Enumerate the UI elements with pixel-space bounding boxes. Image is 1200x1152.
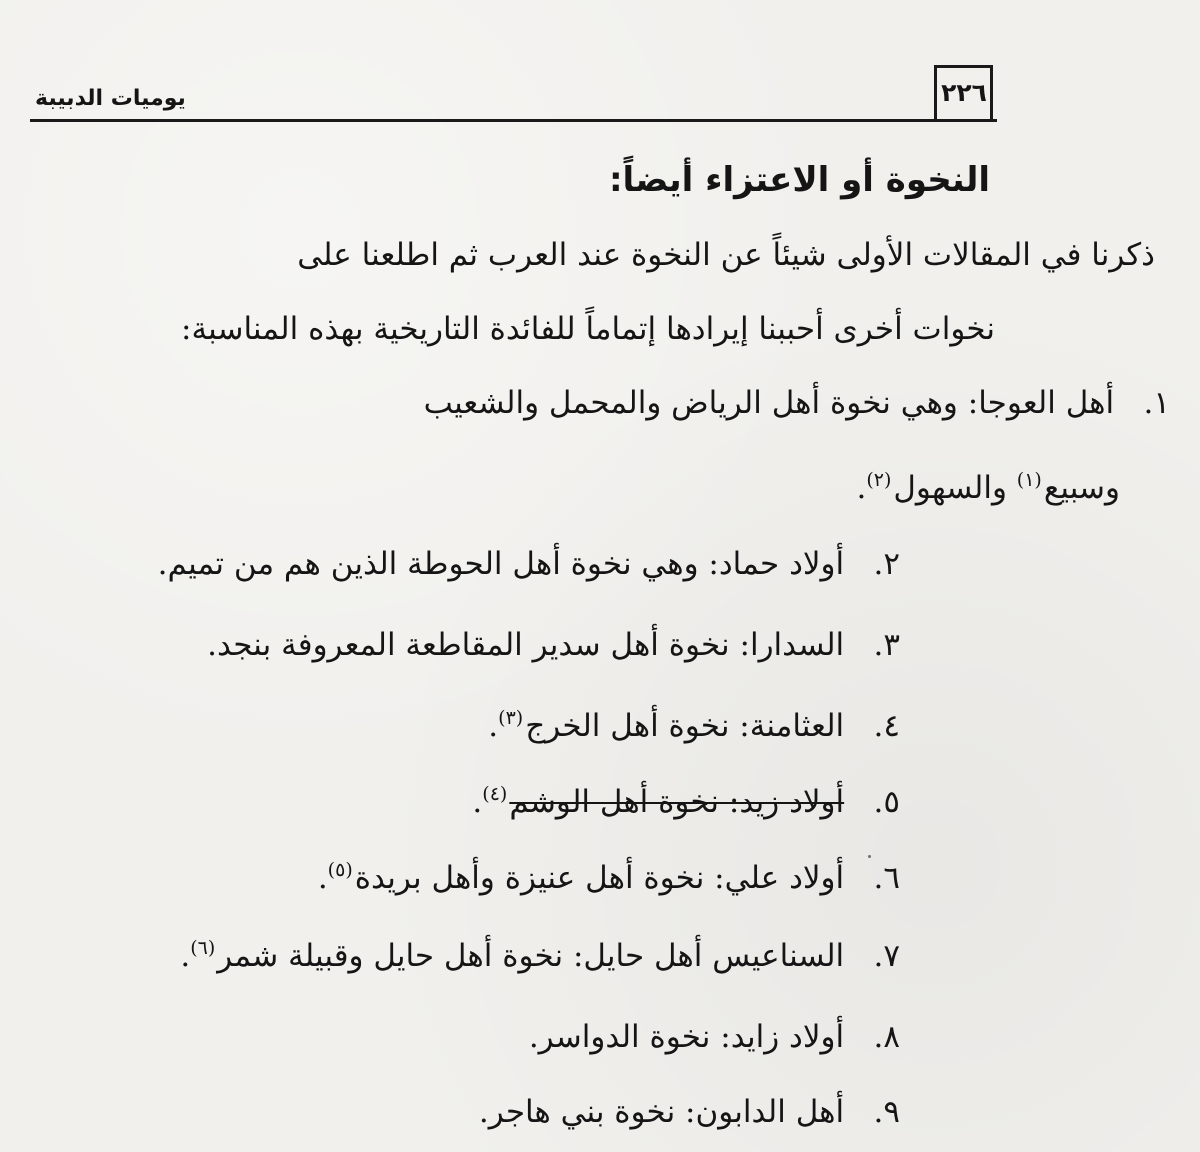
running-title: يوميات الدبيبة	[35, 86, 186, 111]
list-end: .	[180, 938, 191, 974]
list-text: أهل الدابون: نخوة بني هاجر.	[478, 1094, 845, 1130]
header-rule	[30, 119, 997, 122]
continuation-end: .	[856, 470, 867, 506]
list-text: أولاد حماد: وهي نخوة أهل الحوطة الذين هم من تميم.	[157, 546, 845, 582]
intro-line-1: ذكرنا في المقالات الأولى شيئاً عن النخوة عند العرب ثم اطلعنا على	[297, 237, 1155, 273]
list-item-1-continuation	[260, 465, 1120, 511]
list-item-5	[180, 779, 900, 825]
list-text: أهل العوجا: وهي نخوة أهل الرياض والمحمل والشعيب	[423, 385, 1115, 421]
footnote-4: (٤)	[482, 783, 508, 805]
strikethrough-text: أولاد زيد: نخوة أهل الوشم	[509, 784, 845, 820]
list-number: ٢.	[873, 546, 900, 582]
section-heading: النخوة أو الاعتزاء أيضاً:	[608, 160, 990, 200]
list-item-7	[180, 933, 900, 979]
list-number: ٩.	[873, 1094, 900, 1130]
list-item-9	[180, 1089, 900, 1135]
list-text: السدارا: نخوة أهل سدير المقاطعة المعروفة بنجد.	[207, 627, 845, 663]
list-end: .	[472, 784, 483, 820]
list-number: ١.	[1143, 385, 1170, 421]
list-text: السناعيس أهل حايل: نخوة أهل حايل وقبيلة شمر	[217, 938, 845, 974]
footnote-1: (١)	[1016, 469, 1042, 491]
continuation-text-1: وسبيع	[1043, 470, 1120, 506]
list-item-4	[180, 703, 900, 749]
footnote-5: (٥)	[327, 859, 353, 881]
intro-line-2: نخوات أخرى أحببنا إيرادها إتماماً للفائدة التاريخية بهذه المناسبة:	[181, 311, 995, 347]
list-item-1	[20, 380, 1170, 426]
list-item-6	[180, 855, 900, 901]
list-number: ٥.	[873, 784, 900, 820]
list-number: ٦.	[873, 860, 900, 896]
list-text: أولاد زايد: نخوة الدواسر.	[528, 1019, 845, 1055]
footnote-3: (٣)	[498, 707, 524, 729]
list-number: ٧.	[873, 938, 900, 974]
list-number: ٣.	[873, 627, 900, 663]
list-text: أولاد علي: نخوة أهل عنيزة وأهل بريدة	[354, 860, 845, 896]
list-item-3	[180, 622, 900, 668]
list-text: العثامنة: نخوة أهل الخرج	[525, 708, 845, 744]
page-number: ٢٢٦	[941, 78, 987, 107]
stray-ink-dot	[868, 855, 871, 858]
list-end: .	[488, 708, 499, 744]
continuation-text-2: والسهول	[893, 470, 1007, 506]
list-number: ٤.	[873, 708, 900, 744]
list-end: .	[317, 860, 328, 896]
list-number: ٨.	[873, 1019, 900, 1055]
footnote-2: (٢)	[866, 469, 892, 491]
list-item-8	[180, 1014, 900, 1060]
list-item-2	[157, 541, 900, 587]
footnote-6: (٦)	[190, 937, 216, 959]
